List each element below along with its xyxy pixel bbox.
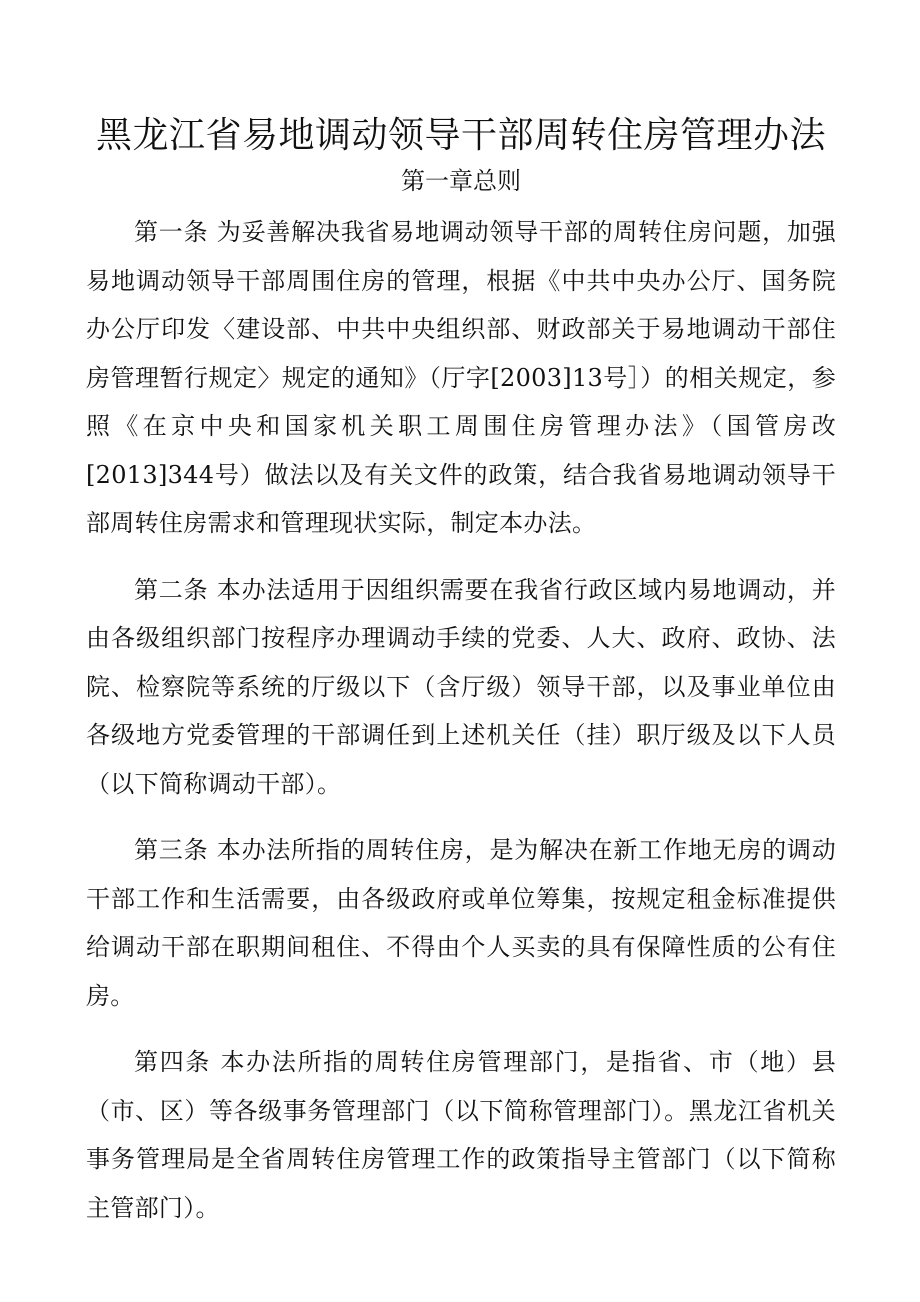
article-1: 第一条 为妥善解决我省易地调动领导干部的周转住房问题，加强易地调动领导干部周围住房的管理，根据《中共中央办公厅、国务院办公厅印发〈建设部、中共中央组织部、财政部关于易地调动干部住房管理暂行规定〉规定的通知》（厅字[2003]13号］）的相关规定，参照《在京中央和国家机关职工周围住房管理办法》（国管房改[2013]344号）做法以及有关文件的政策，结合我省易地调动领导干部周转住房需求和管理现状实际，制定本办法。: [86, 218, 836, 537]
article-3: 第三条 本办法所指的周转住房，是为解决在新工作地无房的调动干部工作和生活需要，由各级政府或单位筹集，按规定租金标准提供给调动干部在职期间租住、不得由个人买卖的具有保障性质的公有住房。: [86, 836, 836, 1010]
article-4: 第四条 本办法所指的周转住房管理部门，是指省、市（地）县（市、区）等各级事务管理部门（以下简称管理部门）。黑龙江省机关事务管理局是全省周转住房管理工作的政策指导主管部门（以下简称主管部门）。: [86, 1048, 836, 1222]
article-2: 第二条 本办法适用于因组织需要在我省行政区域内易地调动，并由各级组织部门按程序办理调动手续的党委、人大、政府、政协、法院、检察院等系统的厅级以下（含厅级）领导干部，以及事业单位由各级地方党委管理的干部调任到上述机关任（挂）职厅级及以下人员（以下简称调动干部）。: [86, 575, 836, 798]
document-title: 黑龙江省易地调动领导干部周转住房管理办法: [95, 115, 826, 156]
chapter-heading: 第一章总则: [401, 167, 521, 195]
